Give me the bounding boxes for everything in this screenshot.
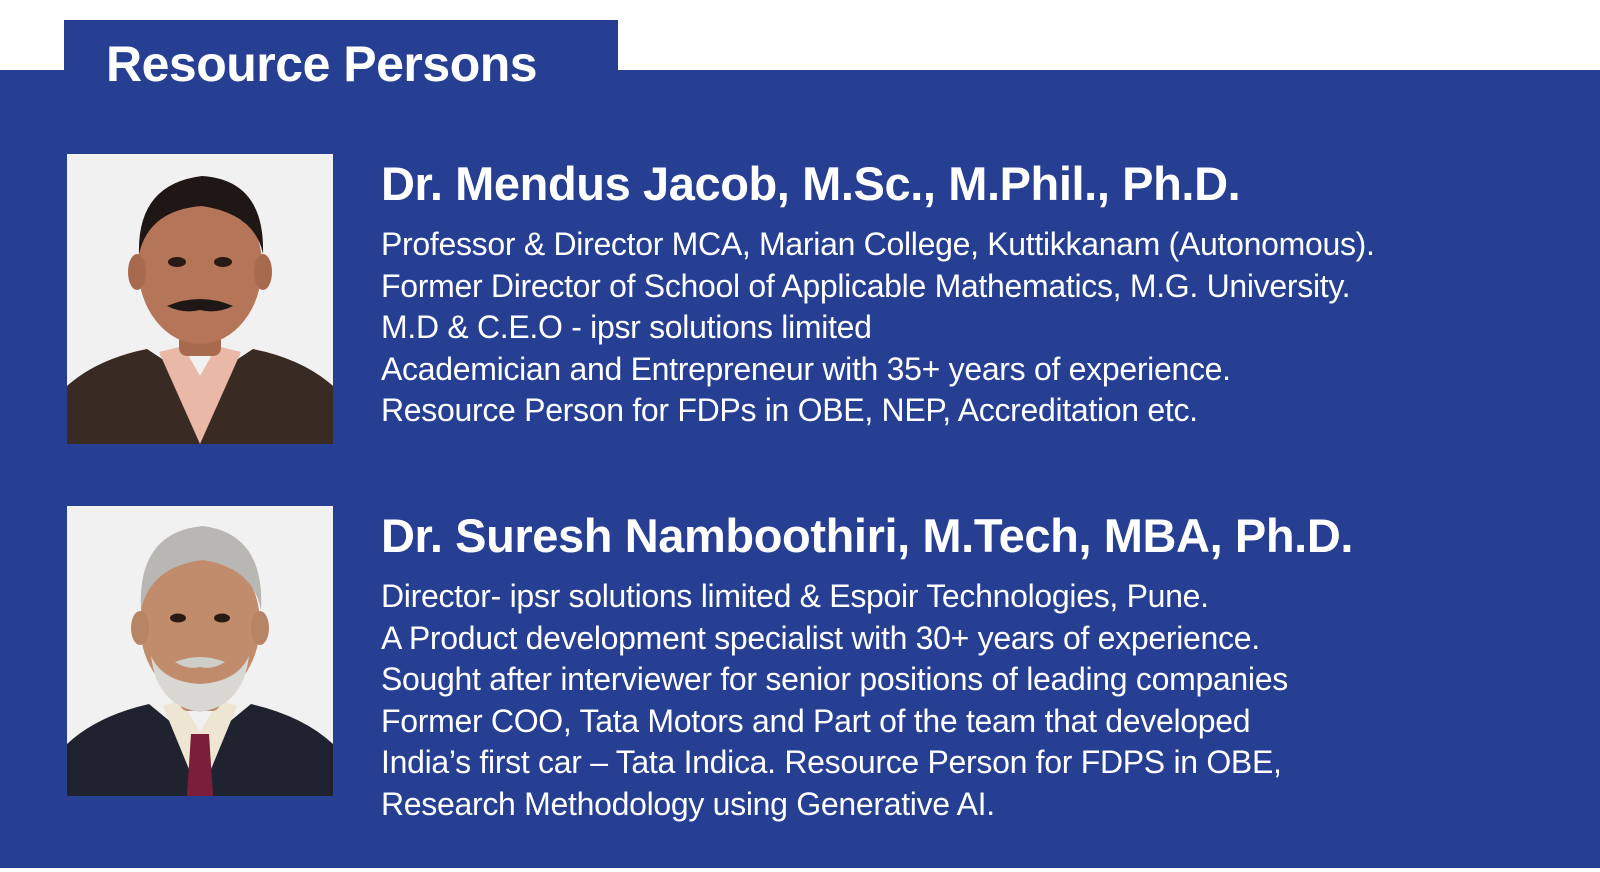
person-portrait-icon [67, 154, 333, 444]
bottom-divider [0, 868, 1600, 872]
description-line: M.D & C.E.O - ipsr solutions limited [381, 309, 872, 345]
person-name: Dr. Mendus Jacob, M.Sc., M.Phil., Ph.D. [381, 157, 1241, 210]
description-line: Former COO, Tata Motors and Part of the team that developed [381, 702, 1251, 739]
description-line: Professor & Director MCA, Marian College, Kuttikkanam (Autonomous). [381, 226, 1375, 262]
person-name: Dr. Suresh Namboothiri, M.Tech, MBA, Ph.D. [381, 509, 1354, 562]
person-photo [67, 154, 333, 444]
description-line: Director- ipsr solutions limited & Espoir Technologies, Pune. [381, 578, 1209, 614]
description-line: Academician and Entrepreneur with 35+ years of experience. [381, 350, 1231, 387]
person-photo [67, 506, 333, 796]
description-line: Resource Person for FDPs in OBE, NEP, Accreditation etc. [381, 392, 1198, 428]
description-line: Sought after interviewer for senior positions of leading companies [381, 661, 1288, 697]
description-line: Former Director of School of Applicable Mathematics, M.G. University. [381, 267, 1351, 304]
person-description [381, 224, 1375, 432]
page-title: Resource Persons [106, 36, 538, 92]
person-description [381, 576, 1288, 825]
description-line: Research Methodology using Generative AI. [381, 785, 995, 822]
description-line: India’s first car – Tata Indica. Resource Person for FDPS in OBE, [381, 744, 1282, 780]
description-line: A Product development specialist with 30+ years of experience. [381, 619, 1260, 656]
person-portrait-icon [67, 506, 333, 796]
